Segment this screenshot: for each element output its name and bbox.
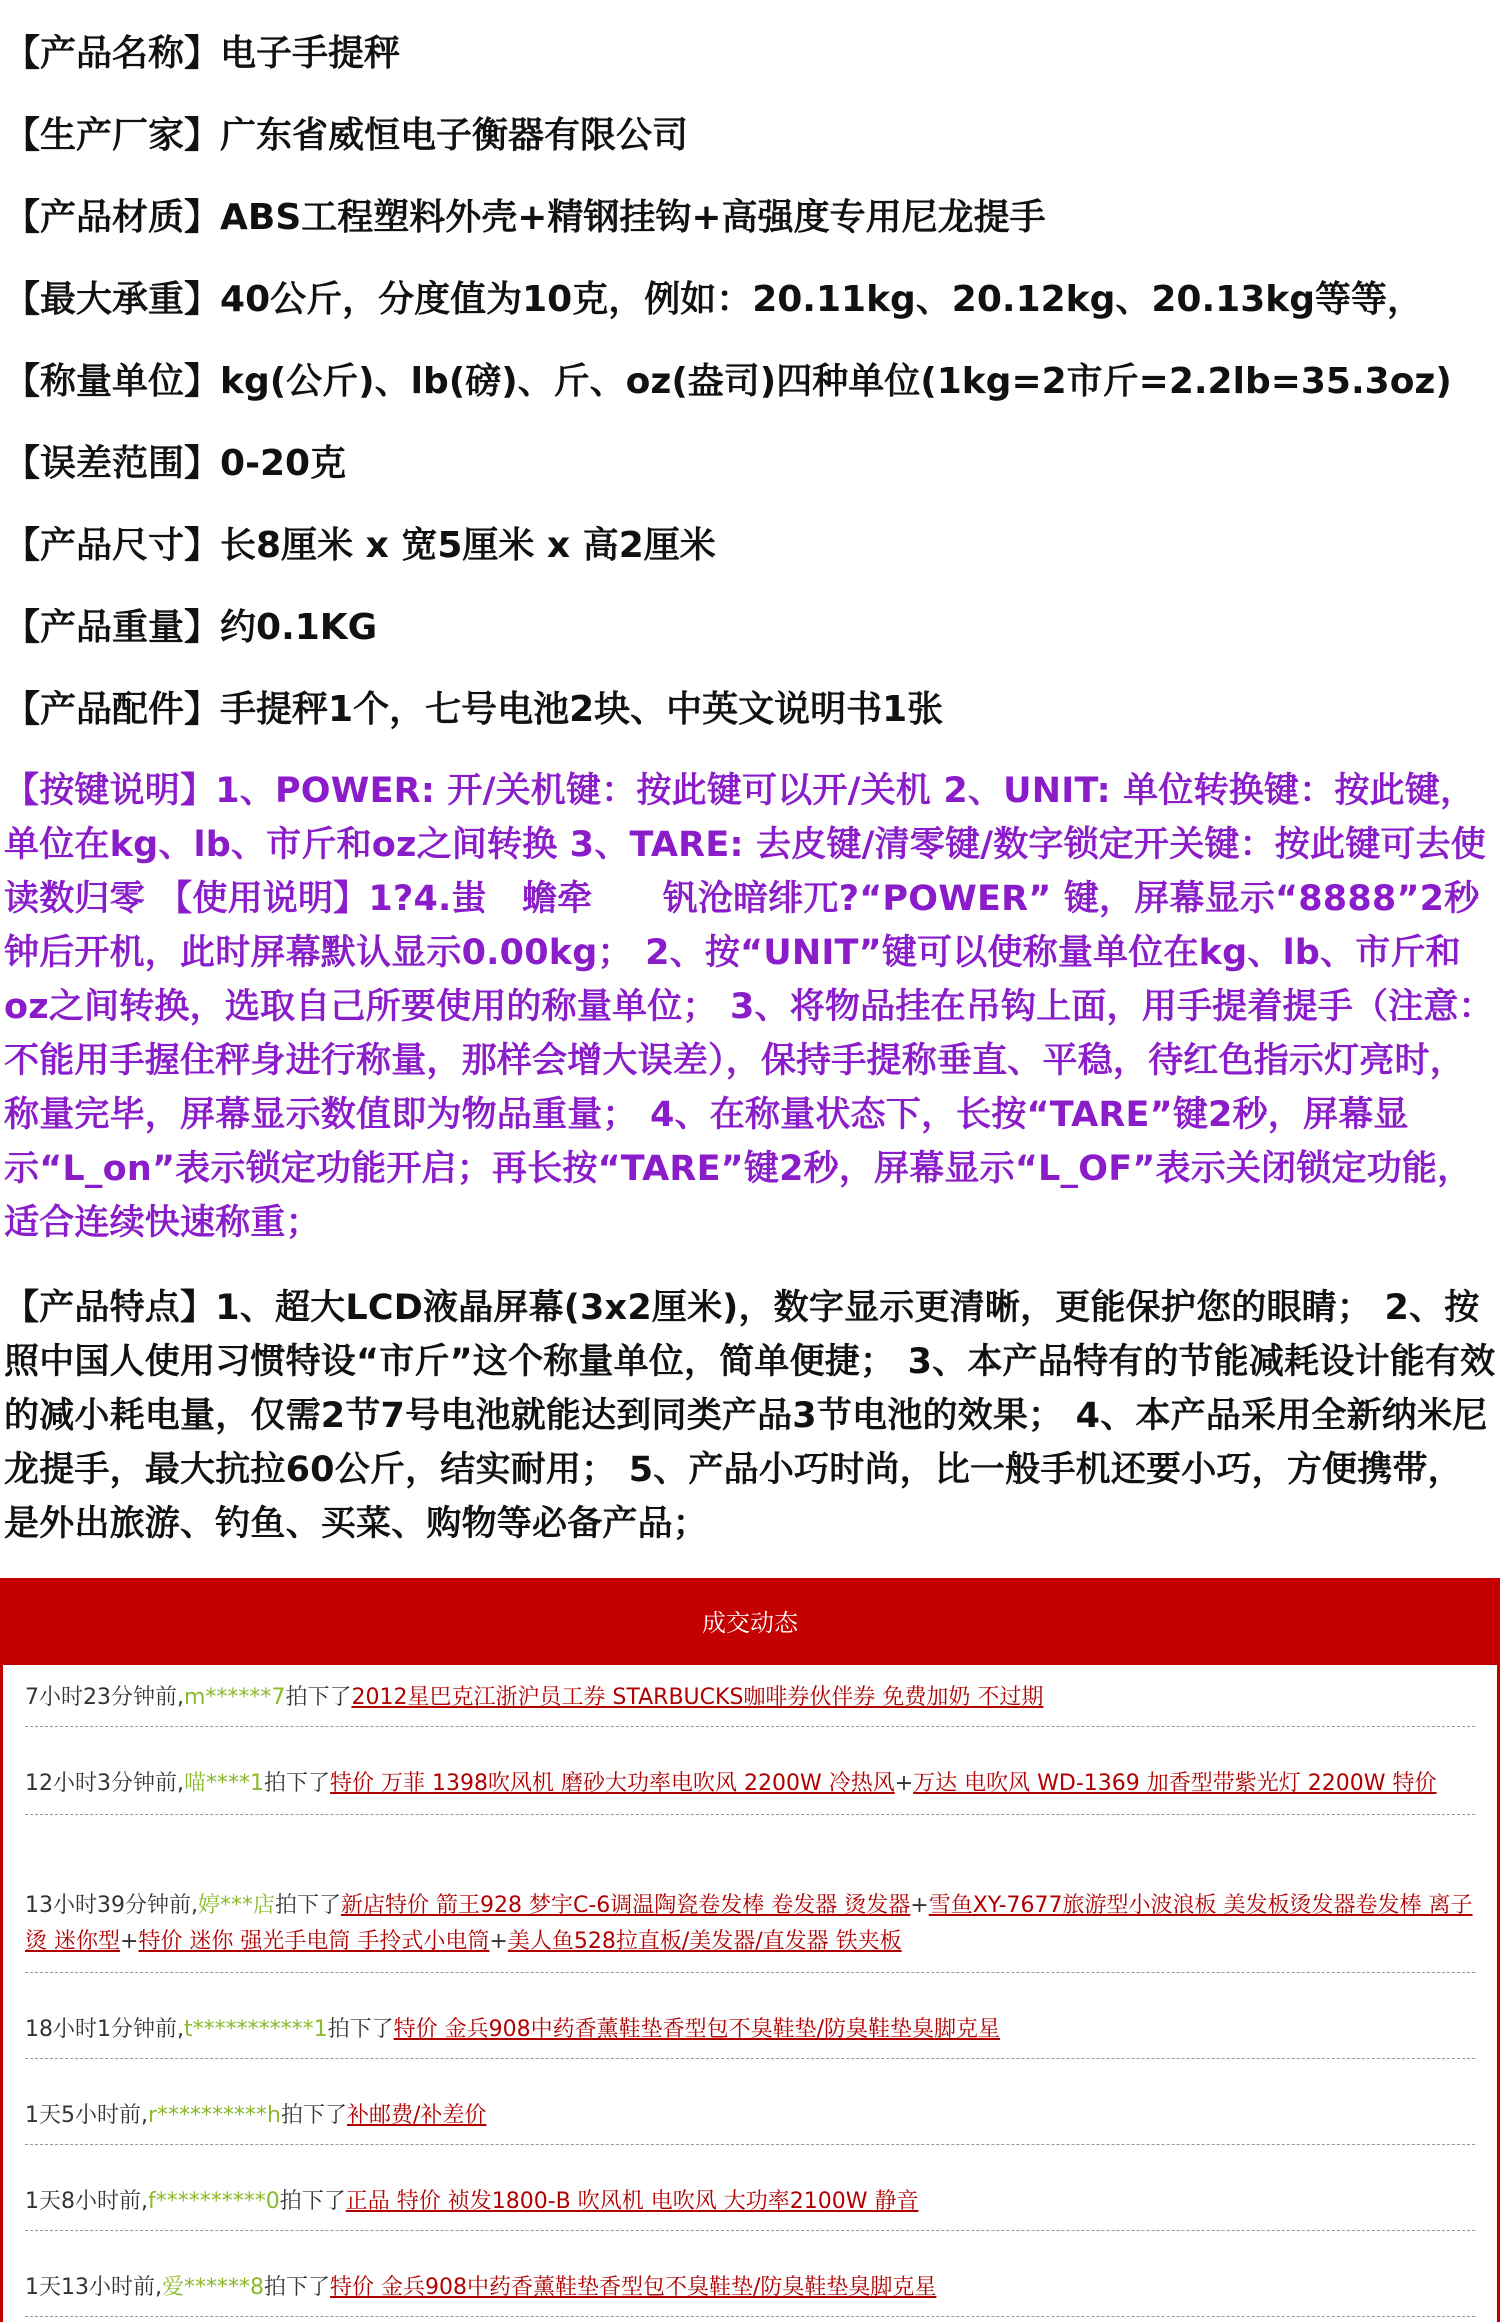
deal-time: 12小时3分钟前, (25, 1771, 184, 1796)
deal-time: 7小时23分钟前, (25, 1685, 184, 1710)
deal-item (25, 2184, 1475, 2231)
deal-product-link[interactable]: 新店特价 箭王928 梦宇C-6调温陶瓷卷发棒 卷发器 烫发器 (341, 1893, 911, 1918)
deal-user: f**********0 (148, 2189, 280, 2214)
spec-label: 【产品尺寸】 (4, 525, 221, 566)
spec-label: 【产品配件】 (4, 689, 221, 730)
usage-instructions: 【按键说明】1、POWER: 开/关机键：按此键可以开/关机 2、UNIT: 单位转换键：按此键，单位在kg、lb、市斤和oz之间转换 3、TARE: 去皮键/清零键/数字锁定开关键：按此键可去使读数归零 【使用说明】1?4.蚩 蟾牵 钒沧暗绯兀?“POWER” 键，屏幕显示“8888”2秒钟后开机，此时屏幕默认显示0.00kg； 2、按“UNIT”键可以使称量单位在kg、lb、市斤和oz之间转换，选取自己所要使用的称量单位； 3、将物品挂在吊钩上面，用手提着提手（注意：不能用手握住秤身进行称量，那样会增大误差），保持手提称垂直、平稳，待红色指示灯亮时，称量完毕，屏幕显示数值即为物品重量； 4、在称量状态下，长按“TARE”键2秒，屏幕显示“L_on”表示锁定功能开启；再长按“TARE”键2秒，屏幕显示“L_OF”表示关闭锁定功能，适合连续快速称重； (4, 771, 1494, 1243)
deal-item (25, 2270, 1475, 2317)
spec-row-size (4, 522, 1496, 570)
deal-user: m******7 (184, 1685, 286, 1710)
spec-value: 0-20克 (220, 443, 347, 484)
deal-item (25, 1680, 1475, 1727)
spec-row-units (4, 358, 1496, 406)
spec-label: 【生产厂家】 (4, 115, 221, 156)
deal-action: 拍下了 (275, 1893, 342, 1918)
deal-product-link[interactable]: 万达 电吹风 WD-1369 加香型带紫光灯 2200W 特价 (913, 1771, 1437, 1796)
deal-action: 拍下了 (285, 1685, 352, 1710)
deal-time: 18小时1分钟前, (25, 2017, 184, 2042)
deal-item (25, 2012, 1475, 2059)
deal-product-link[interactable]: 特价 迷你 强光手电筒 手拎式小电筒 (138, 1929, 490, 1954)
spec-label: 【称量单位】 (4, 361, 221, 402)
spec-value: 手提秤1个，七号电池2块、中英文说明书1张 (220, 689, 944, 730)
spec-label: 【误差范围】 (4, 443, 221, 484)
spec-label: 【最大承重】 (4, 279, 221, 320)
spec-row-error-range (4, 440, 1496, 488)
product-features: 【产品特点】1、超大LCD液晶屏幕(3x2厘米)，数字显示更清晰，更能保护您的眼睛； 2、按照中国人使用习惯特设“市斤”这个称量单位，简单便捷； 3、本产品特有的节能减耗设计能有效的减小耗电量，仅需2节7号电池就能达到同类产品3节电池的效果； 4、本产品采用全新纳米尼龙提手，最大抗拉60公斤，结实耐用； 5、产品小巧时尚，比一般手机还要小巧，方便携带，是外出旅游、钓鱼、买菜、购物等必备产品； (4, 1288, 1496, 1544)
deal-product-link[interactable]: 2012星巴克江浙沪员工券 STARBUCKS咖啡券伙伴券 免费加奶 不过期 (351, 1685, 1044, 1710)
spec-value: kg(公斤)、lb(磅)、斤、oz(盎司)四种单位(1kg=2市斤=2.2lb=35.3oz) (220, 361, 1452, 402)
recent-deals-panel (0, 1578, 1500, 2322)
deal-product-link[interactable]: 特价 金兵908中药香薰鞋垫香型包不臭鞋垫/防臭鞋垫臭脚克星 (393, 2017, 1001, 2042)
deal-action: 拍下了 (264, 1771, 331, 1796)
spec-row-manufacturer (4, 112, 1496, 160)
spec-row-name (4, 30, 1496, 78)
spec-row-material (4, 194, 1496, 242)
deal-time: 13小时39分钟前, (25, 1893, 198, 1918)
spec-row-accessories (4, 686, 1496, 734)
deal-user: 喵****1 (184, 1771, 264, 1796)
spec-label: 【产品名称】 (4, 33, 221, 74)
deal-item (25, 2098, 1475, 2145)
spec-label: 【产品重量】 (4, 607, 221, 648)
deal-product-link[interactable]: 正品 特价 祯发1800-B 吹风机 电吹风 大功率2100W 静音 (345, 2189, 919, 2214)
spec-label: 【产品材质】 (4, 197, 221, 238)
deal-action: 拍下了 (327, 2017, 394, 2042)
spec-row-weight (4, 604, 1496, 652)
spec-value: 电子手提秤 (220, 33, 401, 74)
spec-value: 40公斤，分度值为10克，例如：20.11kg、20.12kg、20.13kg等等， (220, 279, 1423, 320)
deal-product-link[interactable]: 特价 金兵908中药香薰鞋垫香型包不臭鞋垫/防臭鞋垫臭脚克星 (330, 2275, 937, 2300)
spec-value: 广东省威恒电子衡器有限公司 (220, 115, 689, 156)
deal-product-link[interactable]: 补邮费/补差价 (347, 2103, 487, 2128)
deal-user: r**********h (148, 2103, 281, 2128)
deal-product-link[interactable]: 特价 万菲 1398吹风机 磨砂大功率电吹风 2200W 冷热风 (330, 1771, 895, 1796)
deal-time: 1天5小时前, (25, 2103, 148, 2128)
deal-user: 爱******8 (162, 2275, 264, 2300)
deal-product-link[interactable]: 美人鱼528拉直板/美发器/直发器 铁夹板 (507, 1929, 902, 1954)
deal-user: 婷***店 (197, 1893, 275, 1918)
deals-title: 成交动态 (3, 1578, 1497, 1665)
spec-value: 长8厘米 x 宽5厘米 x 高2厘米 (220, 525, 716, 566)
deal-item: 12小时3分钟前,喵****1拍下了特价 万菲 1398吹风机 磨砂大功率电吹风 2200W 冷热风+万达 电吹风 WD-1369 加香型带紫光灯 2200W 特价 (25, 1766, 1475, 1815)
deal-action: 拍下了 (281, 2103, 348, 2128)
deal-product-link[interactable]: 雪鱼XY-7677旅游型小波浪板 美发板烫发器卷发棒 离子烫 迷你型 (25, 1893, 1473, 1954)
spec-value: ABS工程塑料外壳+精钢挂钩+高强度专用尼龙提手 (220, 197, 1046, 238)
deal-item: 13小时39分钟前,婷***店拍下了新店特价 箭王928 梦宇C-6调温陶瓷卷发棒 卷发器 烫发器+雪鱼XY-7677旅游型小波浪板 美发板烫发器卷发棒 离子烫 迷你型+特价 迷你 强光手电筒 手拎式小电筒+美人鱼528拉直板/美发器/直发器 铁夹板 (25, 1888, 1475, 1973)
deal-time: 1天13小时前, (25, 2275, 162, 2300)
spec-value: 约0.1KG (220, 607, 378, 648)
deal-action: 拍下了 (264, 2275, 331, 2300)
deal-time: 1天8小时前, (25, 2189, 148, 2214)
deal-user: t***********1 (184, 2017, 328, 2042)
deal-action: 拍下了 (279, 2189, 346, 2214)
spec-row-max-load (4, 276, 1496, 324)
